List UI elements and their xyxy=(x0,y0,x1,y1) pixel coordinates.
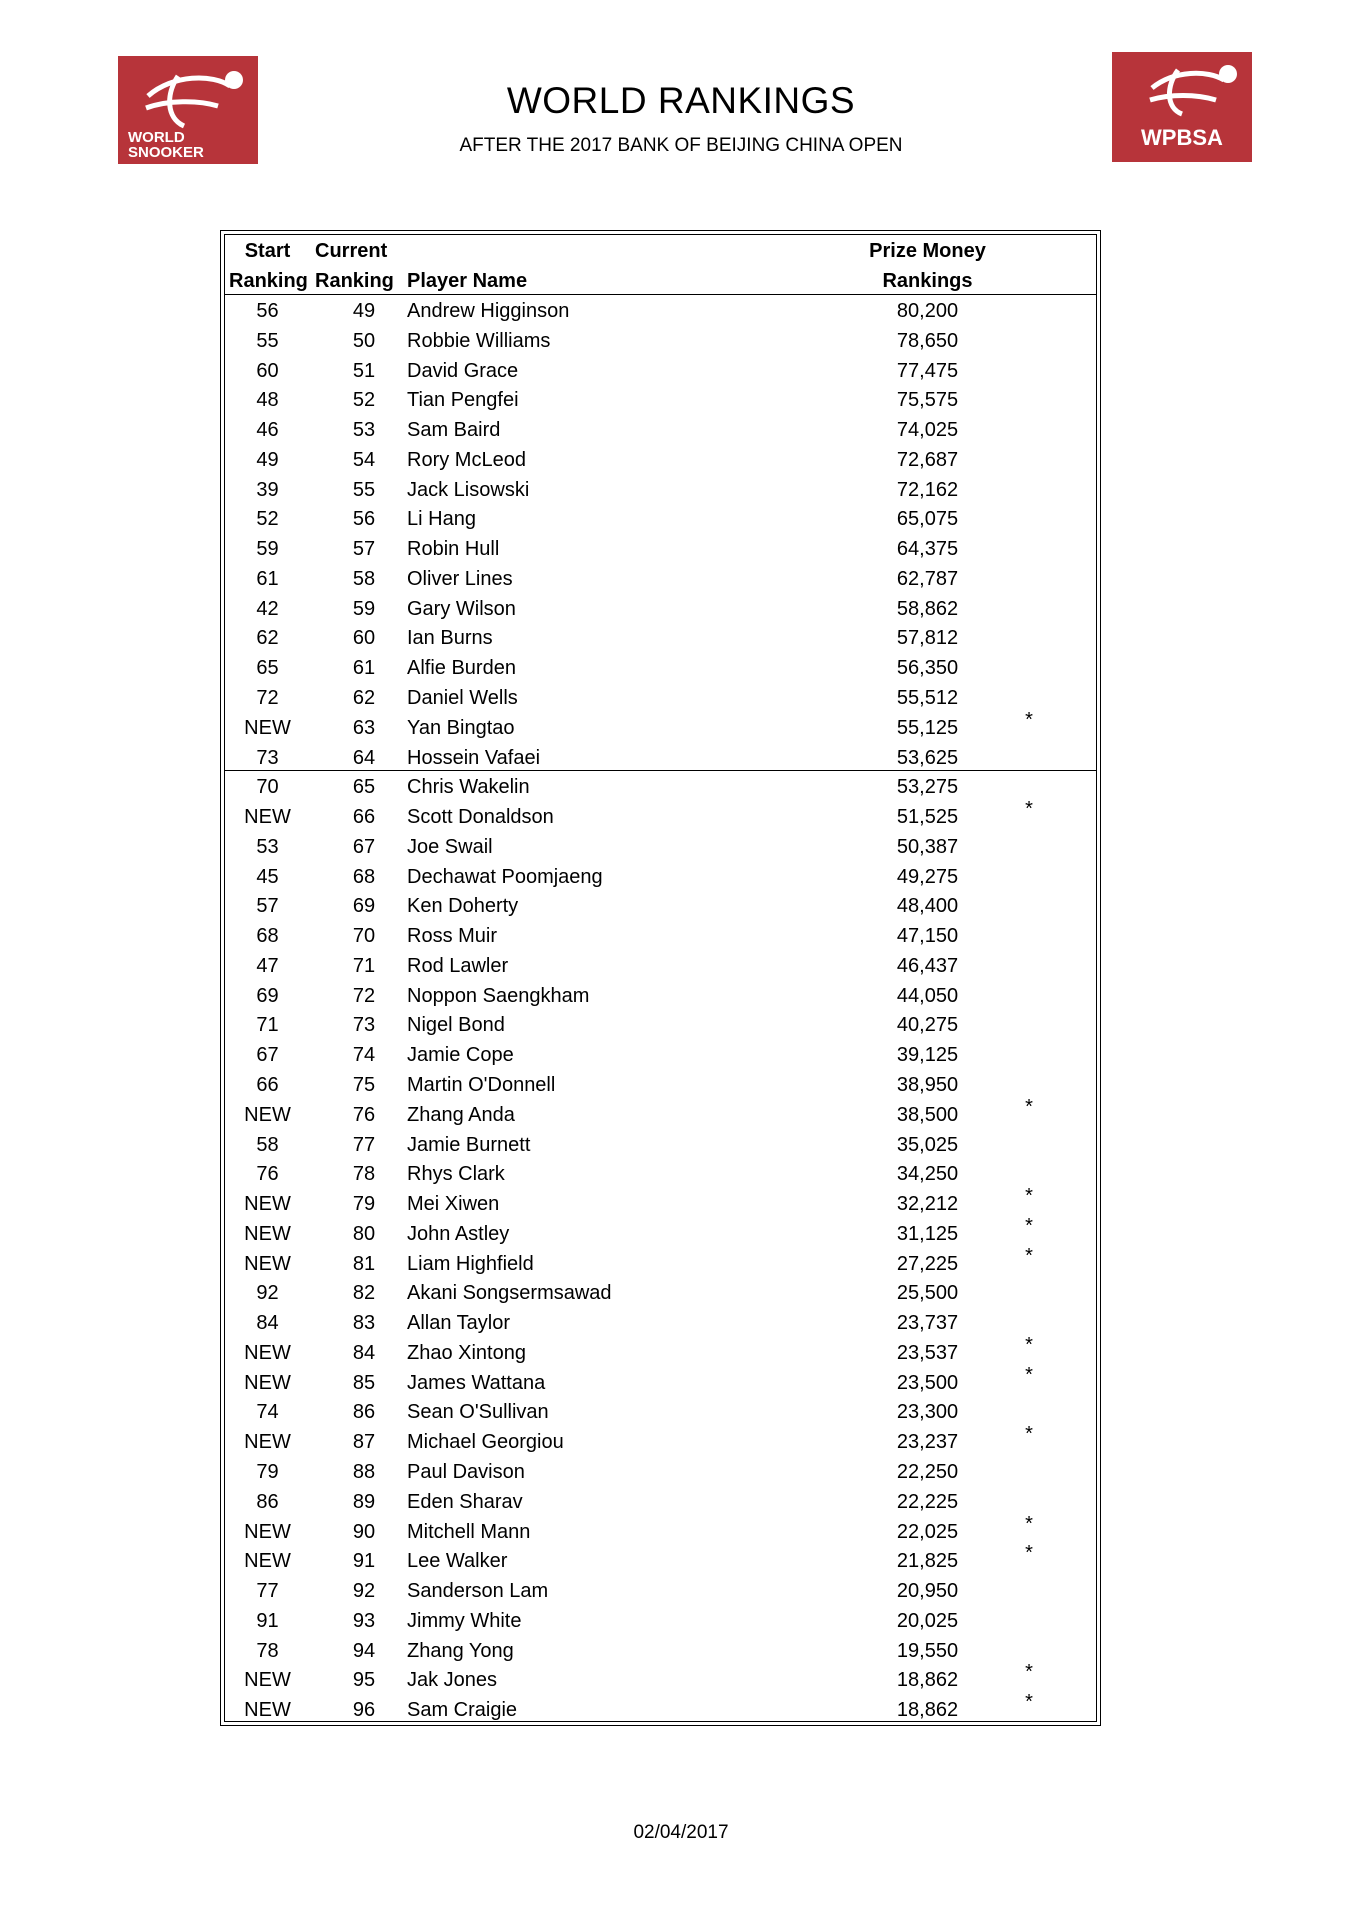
table-row xyxy=(221,1095,1102,1130)
player-name-cell: Jamie Cope xyxy=(407,1044,514,1067)
table-row xyxy=(221,653,1102,683)
start-ranking-cell: 72 xyxy=(256,687,279,709)
prize-money-cell: 78,650 xyxy=(896,329,959,352)
player-name-cell: Jamie Burnett xyxy=(407,1133,531,1156)
player-name-cell: Chris Wakelin xyxy=(407,776,530,799)
player-name-cell: Oliver Lines xyxy=(407,567,513,590)
prize-money-cell: 21,825 xyxy=(896,1550,959,1573)
prize-money-cell: 56,350 xyxy=(896,657,959,680)
new-entry-marker: * xyxy=(1025,1333,1033,1356)
start-ranking-cell: 57 xyxy=(256,895,279,918)
page-subtitle: AFTER THE 2017 BANK OF BEIJING CHINA OPEN xyxy=(459,135,903,156)
player-name-cell: Ross Muir xyxy=(407,925,498,948)
prize-money-cell: 47,150 xyxy=(896,925,959,948)
start-ranking-cell: 58 xyxy=(256,1133,279,1156)
prize-money-cell: 75,575 xyxy=(896,389,959,412)
start-ranking-cell: NEW xyxy=(244,1669,291,1692)
prize-money-cell: 38,950 xyxy=(896,1074,959,1097)
prize-money-cell: 34,250 xyxy=(896,1163,959,1186)
prize-money-cell: 55,125 xyxy=(896,716,959,739)
prize-money-cell: 72,162 xyxy=(896,478,959,501)
start-ranking-cell: 52 xyxy=(256,508,279,531)
player-name-cell: Joe Swail xyxy=(407,835,493,858)
current-ranking-cell: 83 xyxy=(352,1312,376,1335)
new-entry-marker: * xyxy=(1025,1244,1033,1267)
start-ranking-cell: NEW xyxy=(244,1341,291,1364)
new-entry-marker: * xyxy=(1025,1661,1033,1684)
current-ranking-cell: 80 xyxy=(352,1222,376,1245)
start-ranking-cell: 73 xyxy=(256,746,279,769)
col-start-line2: Ranking xyxy=(229,270,308,292)
table-row xyxy=(221,1363,1102,1398)
player-name-cell: David Grace xyxy=(407,359,519,382)
player-name-cell: Ken Doherty xyxy=(407,895,519,918)
start-ranking-cell: NEW xyxy=(244,1193,291,1216)
table-row xyxy=(221,1487,1102,1517)
current-ranking-cell: 52 xyxy=(352,389,376,412)
current-ranking-cell: 57 xyxy=(352,538,376,561)
current-ranking-cell: 74 xyxy=(352,1044,376,1067)
table-row xyxy=(221,1661,1102,1695)
prize-money-cell: 74,025 xyxy=(896,419,959,442)
start-ranking-cell: 68 xyxy=(256,925,279,948)
player-name-cell: Paul Davison xyxy=(407,1461,525,1484)
start-ranking-cell: 67 xyxy=(256,1044,279,1067)
player-name-cell: Robbie Williams xyxy=(407,329,551,352)
header-divider xyxy=(224,294,1097,295)
new-entry-marker: * xyxy=(1025,1423,1033,1446)
prize-money-cell: 49,275 xyxy=(896,865,959,888)
new-entry-marker: * xyxy=(1025,798,1033,821)
table-row xyxy=(221,1244,1102,1279)
start-ranking-cell: NEW xyxy=(244,1103,291,1126)
prize-money-cell: 20,025 xyxy=(896,1609,959,1632)
current-ranking-cell: 54 xyxy=(352,448,376,471)
prize-money-cell: 39,125 xyxy=(896,1044,959,1067)
start-ranking-cell: 46 xyxy=(256,419,279,442)
logo-right-text: WPBSA xyxy=(1141,125,1223,150)
rankings-table xyxy=(220,230,1101,1726)
prize-money-cell: 18,862 xyxy=(896,1669,959,1692)
table-row xyxy=(221,415,1102,445)
table-row xyxy=(221,1691,1102,1725)
current-ranking-cell: 66 xyxy=(352,806,376,829)
player-name-cell: Jack Lisowski xyxy=(407,478,530,501)
current-ranking-cell: 56 xyxy=(352,508,376,531)
current-ranking-cell: 55 xyxy=(352,478,376,501)
current-ranking-cell: 76 xyxy=(352,1103,376,1126)
player-name-cell: Mitchell Mann xyxy=(407,1520,531,1543)
current-ranking-cell: 67 xyxy=(352,835,376,858)
player-name-cell: Sam Baird xyxy=(407,419,501,442)
table-row xyxy=(221,683,1102,713)
start-ranking-cell: 86 xyxy=(256,1490,279,1513)
table-row xyxy=(221,475,1102,505)
start-ranking-cell: 91 xyxy=(256,1609,279,1632)
start-ranking-cell: 70 xyxy=(256,776,279,799)
player-name-cell: Eden Sharav xyxy=(407,1490,523,1513)
table-row xyxy=(221,1512,1102,1547)
table-row xyxy=(221,891,1102,921)
new-entry-marker: * xyxy=(1025,1512,1033,1535)
current-ranking-cell: 84 xyxy=(352,1341,376,1364)
prize-money-cell: 51,525 xyxy=(896,806,959,829)
player-name-cell: Dechawat Poomjaeng xyxy=(407,865,603,888)
prize-money-cell: 50,387 xyxy=(896,835,959,858)
prize-money-cell: 27,225 xyxy=(896,1252,959,1275)
player-name-cell: John Astley xyxy=(407,1222,510,1245)
player-name-cell: Michael Georgiou xyxy=(407,1431,564,1454)
table-row xyxy=(221,326,1102,356)
prize-money-cell: 53,625 xyxy=(896,746,959,769)
player-name-cell: Akani Songsermsawad xyxy=(407,1282,612,1305)
prize-money-cell: 40,275 xyxy=(896,1014,959,1037)
player-name-cell: Lee Walker xyxy=(407,1550,508,1573)
prize-money-cell: 35,025 xyxy=(896,1133,959,1156)
table-row xyxy=(221,296,1102,326)
start-ranking-cell: 71 xyxy=(256,1014,279,1037)
prize-money-cell: 23,237 xyxy=(896,1431,959,1454)
table-row xyxy=(221,921,1102,951)
table-row xyxy=(221,1040,1102,1070)
current-ranking-cell: 73 xyxy=(352,1014,376,1037)
table-row xyxy=(221,385,1102,415)
prize-money-cell: 44,050 xyxy=(896,984,959,1007)
start-ranking-cell: NEW xyxy=(244,1550,291,1573)
player-name-cell: Gary Wilson xyxy=(407,597,516,620)
table-row xyxy=(221,708,1102,743)
table-row xyxy=(221,1130,1102,1160)
logo-left-line2: SNOOKER xyxy=(128,144,204,161)
new-entry-marker: * xyxy=(1025,1095,1033,1118)
col-player-name: Player Name xyxy=(407,270,528,292)
player-name-cell: Daniel Wells xyxy=(407,687,518,709)
table-row xyxy=(221,832,1102,862)
table-row xyxy=(221,623,1102,653)
prize-money-cell: 20,950 xyxy=(896,1580,959,1603)
table-row xyxy=(221,1423,1102,1457)
player-name-cell: Ian Burns xyxy=(407,627,493,650)
current-ranking-cell: 64 xyxy=(352,746,376,769)
current-ranking-cell: 85 xyxy=(352,1371,376,1394)
prize-money-cell: 18,862 xyxy=(896,1699,959,1722)
player-name-cell: Rod Lawler xyxy=(407,954,509,977)
prize-money-cell: 53,275 xyxy=(896,776,959,799)
current-ranking-cell: 90 xyxy=(352,1520,376,1543)
prize-money-cell: 64,375 xyxy=(896,538,959,561)
start-ranking-cell: 66 xyxy=(256,1074,279,1097)
prize-money-cell: 23,500 xyxy=(896,1371,959,1394)
start-ranking-cell: NEW xyxy=(244,1431,291,1454)
prize-money-cell: 65,075 xyxy=(896,508,959,531)
table-row xyxy=(221,594,1102,624)
footer-date: 02/04/2017 xyxy=(633,1822,729,1843)
current-ranking-cell: 72 xyxy=(352,984,376,1007)
current-ranking-cell: 81 xyxy=(352,1252,376,1275)
current-ranking-cell: 70 xyxy=(352,925,376,948)
current-ranking-cell: 69 xyxy=(352,895,376,918)
current-ranking-cell: 68 xyxy=(352,865,376,888)
table-row xyxy=(221,1278,1102,1308)
current-ranking-cell: 58 xyxy=(352,567,376,590)
table-row xyxy=(221,1606,1102,1636)
start-ranking-cell: NEW xyxy=(244,1699,291,1722)
current-ranking-cell: 96 xyxy=(352,1699,376,1722)
player-name-cell: Liam Highfield xyxy=(407,1252,534,1275)
table-row xyxy=(221,1457,1102,1487)
col-money-line2: Rankings xyxy=(882,270,973,292)
prize-money-cell: 23,537 xyxy=(896,1341,959,1364)
current-ranking-cell: 92 xyxy=(352,1580,376,1603)
player-name-cell: Allan Taylor xyxy=(407,1312,511,1335)
start-ranking-cell: NEW xyxy=(244,716,291,739)
current-ranking-cell: 95 xyxy=(352,1669,376,1692)
current-ranking-cell: 53 xyxy=(352,419,376,442)
start-ranking-cell: 78 xyxy=(256,1639,279,1662)
table-row xyxy=(221,356,1102,386)
prize-money-cell: 48,400 xyxy=(896,895,959,918)
start-ranking-cell: 55 xyxy=(256,329,279,352)
table-row xyxy=(221,1308,1102,1338)
table-row xyxy=(221,1542,1102,1576)
current-ranking-cell: 77 xyxy=(352,1133,376,1156)
prize-money-cell: 62,787 xyxy=(896,567,959,590)
start-ranking-cell: 77 xyxy=(256,1580,279,1603)
current-ranking-cell: 51 xyxy=(352,359,376,382)
current-ranking-cell: 79 xyxy=(352,1193,376,1216)
start-ranking-cell: 48 xyxy=(256,389,279,412)
player-name-cell: Rhys Clark xyxy=(407,1163,505,1186)
player-name-cell: Mei Xiwen xyxy=(407,1193,500,1216)
prize-money-cell: 23,300 xyxy=(896,1401,959,1424)
player-name-cell: Alfie Burden xyxy=(407,657,516,680)
prize-money-cell: 77,475 xyxy=(896,359,959,382)
start-ranking-cell: 79 xyxy=(256,1461,279,1484)
new-entry-marker: * xyxy=(1025,1214,1033,1237)
start-ranking-cell: 49 xyxy=(256,448,279,471)
prize-money-cell: 22,025 xyxy=(896,1520,959,1543)
current-ranking-cell: 78 xyxy=(352,1163,376,1186)
player-name-cell: Sanderson Lam xyxy=(407,1580,549,1603)
prize-money-cell: 31,125 xyxy=(896,1222,959,1245)
start-ranking-cell: 84 xyxy=(256,1312,279,1335)
prize-money-cell: 57,812 xyxy=(896,627,959,650)
start-ranking-cell: 56 xyxy=(256,300,279,322)
current-ranking-cell: 88 xyxy=(352,1461,376,1484)
new-entry-marker: * xyxy=(1025,1542,1033,1565)
prize-money-cell: 38,500 xyxy=(896,1103,959,1126)
current-ranking-cell: 91 xyxy=(352,1550,376,1573)
current-ranking-cell: 94 xyxy=(352,1639,376,1662)
new-entry-marker: * xyxy=(1025,1363,1033,1386)
player-name-cell: Li Hang xyxy=(407,508,476,531)
player-name-cell: Scott Donaldson xyxy=(407,806,554,829)
start-ranking-cell: 39 xyxy=(256,478,279,501)
table-row xyxy=(221,862,1102,892)
table-row xyxy=(221,1397,1102,1427)
start-ranking-cell: 65 xyxy=(256,657,279,680)
new-entry-marker: * xyxy=(1025,1185,1033,1208)
prize-money-cell: 22,225 xyxy=(896,1490,959,1513)
prize-money-cell: 22,250 xyxy=(896,1461,959,1484)
start-ranking-cell: 42 xyxy=(256,597,279,620)
start-ranking-cell: 47 xyxy=(256,954,279,977)
current-ranking-cell: 62 xyxy=(352,687,376,709)
start-ranking-cell: 69 xyxy=(256,984,279,1007)
start-ranking-cell: 92 xyxy=(256,1282,279,1305)
prize-money-cell: 32,212 xyxy=(896,1193,959,1216)
table-row xyxy=(221,1070,1102,1100)
prize-money-cell: 80,200 xyxy=(896,300,959,322)
table-row xyxy=(221,951,1102,981)
start-ranking-cell: NEW xyxy=(244,1222,291,1245)
table-row xyxy=(221,1576,1102,1606)
player-name-cell: Martin O'Donnell xyxy=(407,1074,556,1097)
start-ranking-cell: 76 xyxy=(256,1163,279,1186)
player-name-cell: Tian Pengfei xyxy=(407,389,519,412)
current-ranking-cell: 89 xyxy=(352,1490,376,1513)
table-row xyxy=(221,1333,1102,1368)
player-name-cell: Zhang Yong xyxy=(407,1639,514,1662)
prize-money-cell: 23,737 xyxy=(896,1312,959,1335)
table-row xyxy=(221,743,1102,773)
prize-money-cell: 58,862 xyxy=(896,597,959,620)
start-ranking-cell: 53 xyxy=(256,835,279,858)
table-row xyxy=(221,772,1102,802)
prize-money-cell: 72,687 xyxy=(896,448,959,471)
player-name-cell: Andrew Higginson xyxy=(407,300,570,322)
player-name-cell: Jimmy White xyxy=(407,1609,522,1632)
player-name-cell: Rory McLeod xyxy=(407,448,526,471)
current-ranking-cell: 49 xyxy=(352,300,376,322)
current-ranking-cell: 61 xyxy=(352,657,376,680)
table-row xyxy=(221,534,1102,564)
start-ranking-cell: NEW xyxy=(244,806,291,829)
current-ranking-cell: 63 xyxy=(352,716,376,739)
col-current-line2: Ranking xyxy=(315,270,394,292)
new-entry-marker: * xyxy=(1025,1691,1033,1714)
current-ranking-cell: 87 xyxy=(352,1431,376,1454)
player-name-cell: Zhang Anda xyxy=(407,1103,515,1126)
prize-money-cell: 55,512 xyxy=(896,687,959,709)
page-title: WORLD RANKINGS xyxy=(506,80,856,121)
current-ranking-cell: 75 xyxy=(352,1074,376,1097)
table-row xyxy=(221,1159,1102,1189)
table-row xyxy=(221,798,1102,832)
player-name-cell: Yan Bingtao xyxy=(407,716,515,739)
player-name-cell: James Wattana xyxy=(407,1371,546,1394)
table-row xyxy=(221,981,1102,1011)
current-ranking-cell: 50 xyxy=(352,329,376,352)
player-name-cell: Robin Hull xyxy=(407,538,500,561)
current-ranking-cell: 60 xyxy=(352,627,376,650)
start-ranking-cell: 62 xyxy=(256,627,279,650)
player-name-cell: Nigel Bond xyxy=(407,1014,505,1037)
current-ranking-cell: 59 xyxy=(352,597,376,620)
current-ranking-cell: 93 xyxy=(352,1609,376,1632)
prize-money-cell: 25,500 xyxy=(896,1282,959,1305)
player-name-cell: Hossein Vafaei xyxy=(407,746,541,769)
table-row xyxy=(221,1214,1102,1249)
current-ranking-cell: 71 xyxy=(352,954,376,977)
col-current-line1: Current xyxy=(315,240,388,262)
start-ranking-cell: NEW xyxy=(244,1371,291,1394)
start-ranking-cell: 59 xyxy=(256,538,279,561)
start-ranking-cell: NEW xyxy=(244,1252,291,1275)
player-name-cell: Zhao Xintong xyxy=(407,1341,526,1364)
start-ranking-cell: 60 xyxy=(256,359,279,382)
table-row xyxy=(221,504,1102,534)
table-row xyxy=(221,1185,1102,1219)
logo-left-line1: WORLD xyxy=(128,129,185,146)
start-ranking-cell: 61 xyxy=(256,567,279,590)
new-entry-marker: * xyxy=(1025,708,1033,731)
table-row xyxy=(221,445,1102,475)
player-name-cell: Sam Craigie xyxy=(407,1699,518,1722)
table-row xyxy=(221,1636,1102,1666)
prize-money-cell: 19,550 xyxy=(896,1639,959,1662)
player-name-cell: Sean O'Sullivan xyxy=(407,1401,549,1424)
start-ranking-cell: 45 xyxy=(256,865,279,888)
current-ranking-cell: 86 xyxy=(352,1401,376,1424)
start-ranking-cell: NEW xyxy=(244,1520,291,1543)
current-ranking-cell: 82 xyxy=(352,1282,376,1305)
col-start-line1: Start xyxy=(244,240,291,262)
start-ranking-cell: 74 xyxy=(256,1401,279,1424)
current-ranking-cell: 65 xyxy=(352,776,376,799)
table-row xyxy=(221,564,1102,594)
prize-money-cell: 46,437 xyxy=(896,954,959,977)
col-money-line1: Prize Money xyxy=(869,240,986,262)
table-row xyxy=(221,1010,1102,1040)
player-name-cell: Noppon Saengkham xyxy=(407,984,590,1007)
player-name-cell: Jak Jones xyxy=(407,1669,498,1692)
